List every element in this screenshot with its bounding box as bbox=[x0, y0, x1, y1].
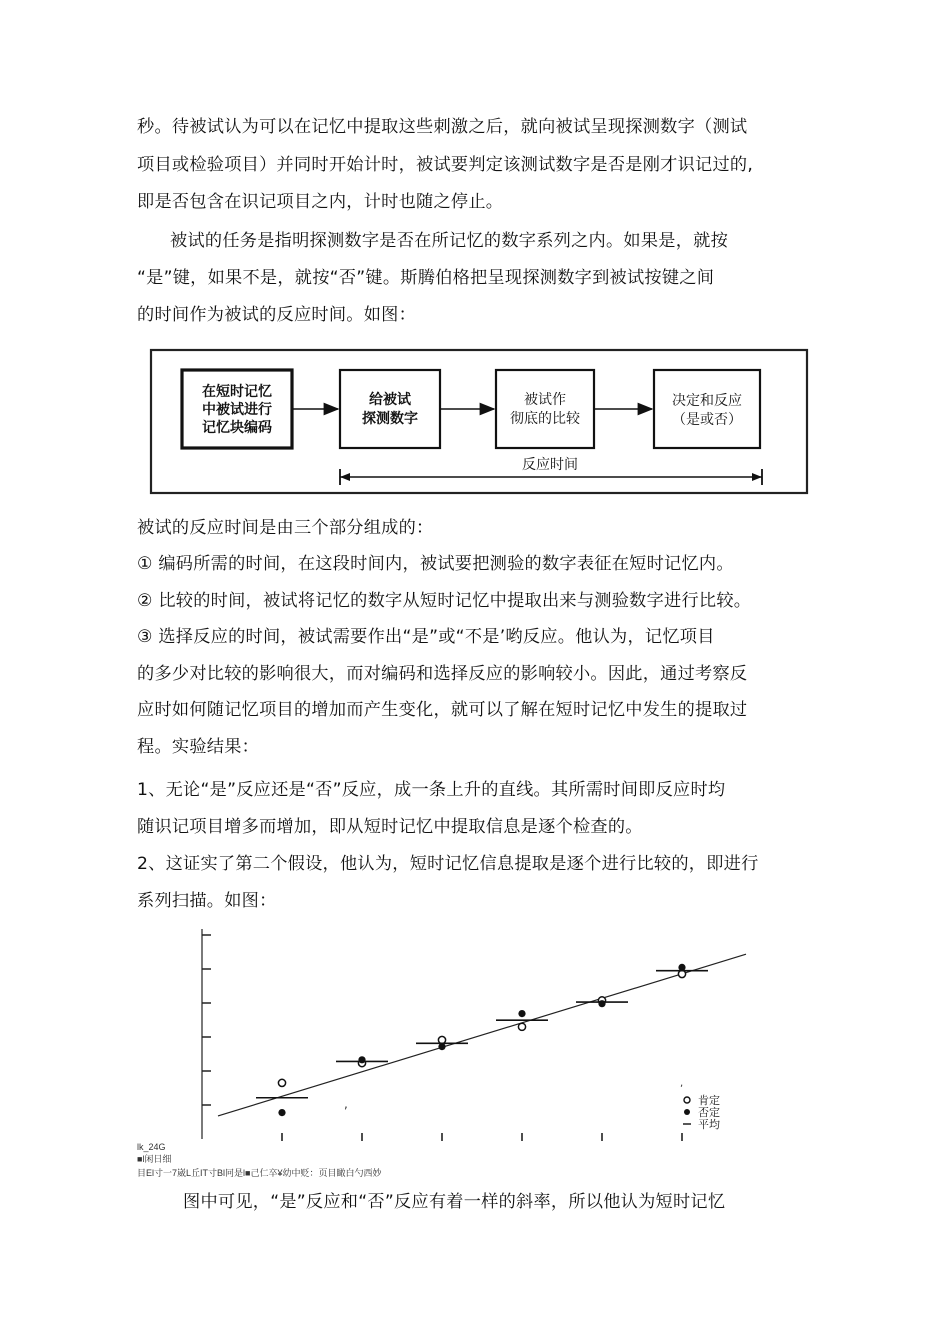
flowchart-box-encode-line: 在短时记忆 bbox=[202, 384, 272, 400]
flowchart-span-label: 反应时间 bbox=[522, 457, 578, 473]
paragraph-line: 的多少对比较的影响很大，而对编码和选择反应的影响较小。因此，通过考察反 bbox=[137, 664, 748, 684]
flowchart-box-probe bbox=[340, 370, 440, 448]
flowchart-span-arrowhead bbox=[752, 473, 762, 481]
paragraph-line: “是”键，如果不是，就按“否”键。斯腾伯格把呈现探测数字到被试按键之间 bbox=[137, 268, 715, 288]
figure-caption-line: lk_24G bbox=[137, 1142, 166, 1152]
list-item: ③ 选择反应的时间，被试需要作出“是”或“不是’哟反应。他认为，记忆项目 bbox=[137, 627, 715, 647]
result-item: 1、无论“是”反应还是“否”反应，成一条上升的直线。其所需时间即反应时均 bbox=[137, 780, 726, 800]
flowchart-box-compare-line: 彻底的比较 bbox=[510, 411, 580, 427]
paragraph-line: 应时如何随记忆项目的增加而产生变化，就可以了解在短时记忆中发生的提取过 bbox=[137, 700, 748, 720]
paragraph-line: 被试的任务是指明探测数字是否在所记忆的数字系列之内。如果是，就按 bbox=[170, 231, 729, 251]
paragraph-line: 程。实验结果： bbox=[137, 737, 260, 757]
flowchart-box-compare bbox=[496, 370, 594, 448]
paragraph-line: 的时间作为被试的反应时间。如图： bbox=[137, 305, 417, 325]
flowchart-span-arrowhead bbox=[340, 473, 350, 481]
point-no bbox=[278, 1109, 285, 1116]
legend-label: 肯定 bbox=[698, 1094, 720, 1107]
fit-line bbox=[218, 954, 746, 1116]
legend-marker bbox=[684, 1097, 690, 1103]
legend-marker bbox=[684, 1109, 690, 1115]
chart-legend bbox=[683, 1093, 720, 1131]
flowchart-diagram bbox=[148, 348, 810, 496]
paragraph-line: 随识记项目增多而增加，即从短时记忆中提取信息是逐个检查的。 bbox=[137, 817, 643, 837]
paragraph-line: 图中可见，“是”反应和“否”反应有着一样的斜率，所以他认为短时记忆 bbox=[183, 1192, 726, 1212]
flowchart-box-probe-line: 给被试 bbox=[369, 392, 411, 408]
flowchart-box-compare-line: 被试作 bbox=[524, 392, 566, 408]
point-yes bbox=[518, 1023, 525, 1030]
list-item: ① 编码所需的时间，在这段时间内，被试要把测验的数字表征在短时记忆内。 bbox=[137, 554, 734, 574]
flowchart-box-decide bbox=[654, 370, 760, 448]
paragraph-line: 即是否包含在识记项目之内，计时也随之停止。 bbox=[137, 192, 504, 212]
paragraph-line: 系列扫描。如图： bbox=[137, 891, 277, 911]
figure-caption-line: 目El寸一7崴L丘IT寸Bl冋是l■己仁卒¥幼中贬：页目瞰白勺西妙 bbox=[137, 1168, 382, 1178]
legend-label: 否定 bbox=[698, 1106, 720, 1119]
flowchart-box-encode-line: 记忆块编码 bbox=[202, 420, 272, 436]
flowchart-box-probe-line: 探测数字 bbox=[362, 411, 418, 427]
reaction-time-chart bbox=[190, 924, 770, 1144]
flowchart-box-decide-line: （是或否） bbox=[672, 412, 742, 428]
paragraph-line: 被试的反应时间是由三个部分组成的： bbox=[137, 518, 434, 538]
paragraph-line: 项目或检验项目）并同时开始计时，被试要判定该测试数字是否是刚才识记过的, bbox=[137, 155, 754, 175]
point-no bbox=[518, 1010, 525, 1017]
point-no bbox=[598, 1000, 605, 1007]
figure-caption-line: ■l闲日细 bbox=[137, 1154, 172, 1164]
legend-label: 平均 bbox=[698, 1118, 720, 1131]
list-item: ② 比较的时间，被试将记忆的数字从短时记忆中提取出来与测验数字进行比较。 bbox=[137, 591, 752, 611]
flowchart-box-decide-line: 决定和反应 bbox=[672, 393, 742, 409]
stray-mark: , bbox=[680, 1078, 684, 1089]
paragraph-line: 秒。待被试认为可以在记忆中提取这些刺激之后，就向被试呈现探测数字（测试 bbox=[137, 117, 748, 137]
point-no bbox=[358, 1056, 365, 1063]
result-item: 2、这证实了第二个假设，他认为，短时记忆信息提取是逐个进行比较的，即进行 bbox=[137, 854, 759, 874]
stray-mark: , bbox=[344, 1097, 348, 1111]
point-yes bbox=[278, 1079, 285, 1086]
flowchart-box-encode-line: 中被试进行 bbox=[202, 402, 272, 418]
